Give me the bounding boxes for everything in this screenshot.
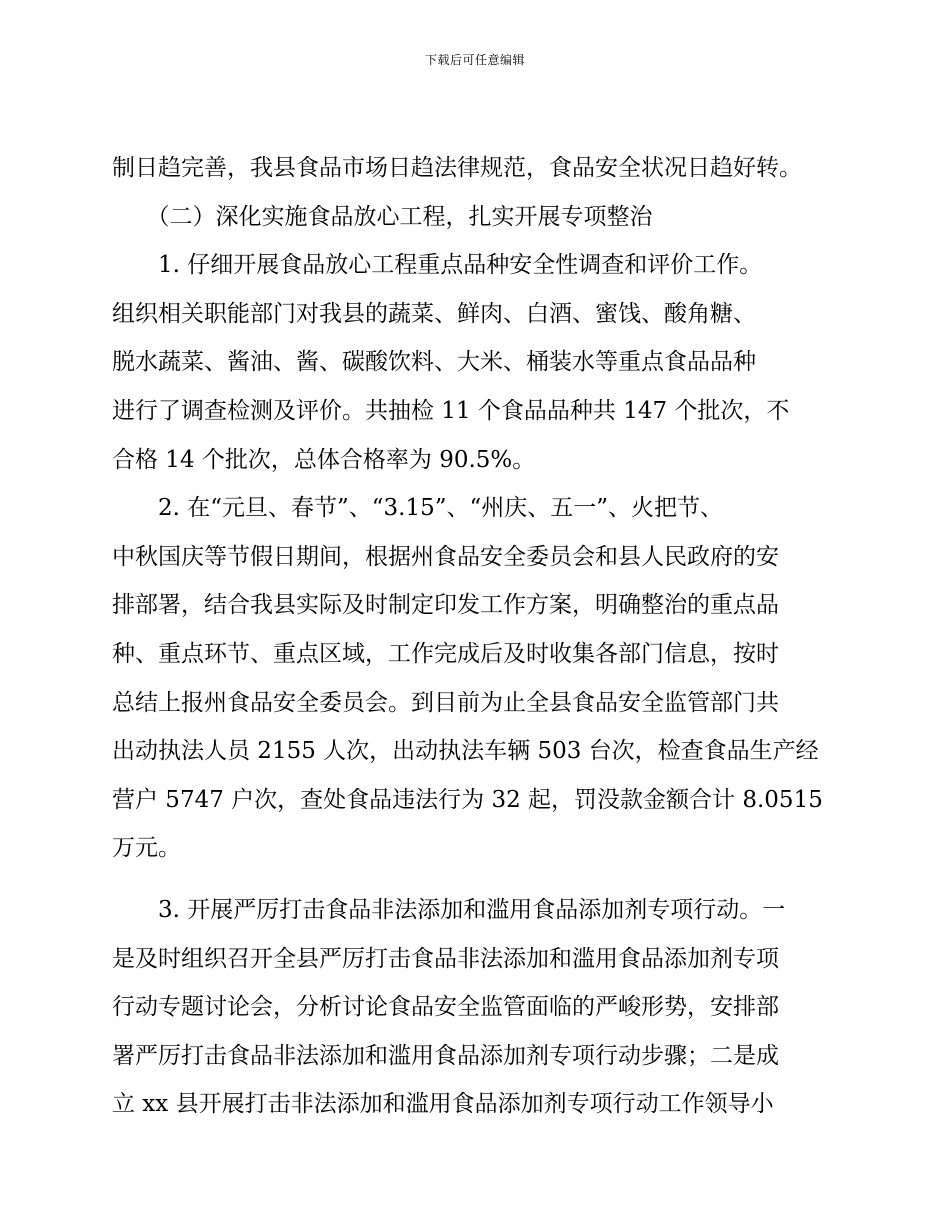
text-line: 制日趋完善，我县食品市场日趋法律规范，食品安全状况日趋好转。 <box>112 155 802 181</box>
text-line: 种、重点环节、重点区域，工作完成后及时收集各部门信息，按时 <box>112 640 779 667</box>
text-line: 行动专题讨论会，分析讨论食品安全监管面临的严峻形势，安排部 <box>112 994 779 1021</box>
document-body <box>112 148 850 1133</box>
text-line: 是及时组织召开全县严厉打击食品非法添加和滥用食品添加剂专项 <box>112 945 779 972</box>
text-line: 万元。 <box>112 835 181 862</box>
section-heading: （二）深化实施食品放心工程，扎实开展专项整治 <box>112 203 653 230</box>
text-line: 署严厉打击食品非法添加和滥用食品添加剂专项行动步骤；二是成 <box>112 1042 779 1069</box>
text-line: 出动执法人员 2155 人次，出动执法车辆 503 台次，检查食品生产经 <box>112 738 819 765</box>
text-line: 合格 14 个批次，总体合格率为 90.5%。 <box>112 446 536 473</box>
text-line: 进行了调查检测及评价。共抽检 11 个食品品种共 147 个批次，不 <box>112 397 790 424</box>
text-line: 营户 5747 户次，查处食品违法行为 32 起，罚没款金额合计 8.0515 <box>112 786 823 813</box>
paragraph-gap <box>112 877 850 890</box>
page-header: 下载后可任意编辑 <box>424 53 525 67</box>
text-line: 1. 仔细开展食品放心工程重点品种安全性调查和评价工作。 <box>112 252 763 279</box>
text-line: 排部署，结合我县实际及时制定印发工作方案，明确整治的重点品 <box>112 592 779 619</box>
text-line: 立 xx 县开展打击非法添加和滥用食品添加剂专项行动工作领导小 <box>112 1091 774 1118</box>
text-line: 2. 在“元旦、春节”、“3.15”、“州庆、五一”、火把节、 <box>112 495 724 522</box>
text-line: 总结上报州食品安全委员会。到目前为止全县食品安全监管部门共 <box>112 689 779 716</box>
text-line: 中秋国庆等节假日期间，根据州食品安全委员会和县人民政府的安 <box>112 543 779 570</box>
text-line: 组织相关职能部门对我县的蔬菜、鲜肉、白酒、蜜饯、酸角糖、 <box>112 300 756 327</box>
text-line: 脱水蔬菜、酱油、酱、碳酸饮料、大米、桶装水等重点食品品种 <box>112 349 756 376</box>
text-line: 3. 开展严厉打击食品非法添加和滥用食品添加剂专项行动。一 <box>112 896 786 923</box>
